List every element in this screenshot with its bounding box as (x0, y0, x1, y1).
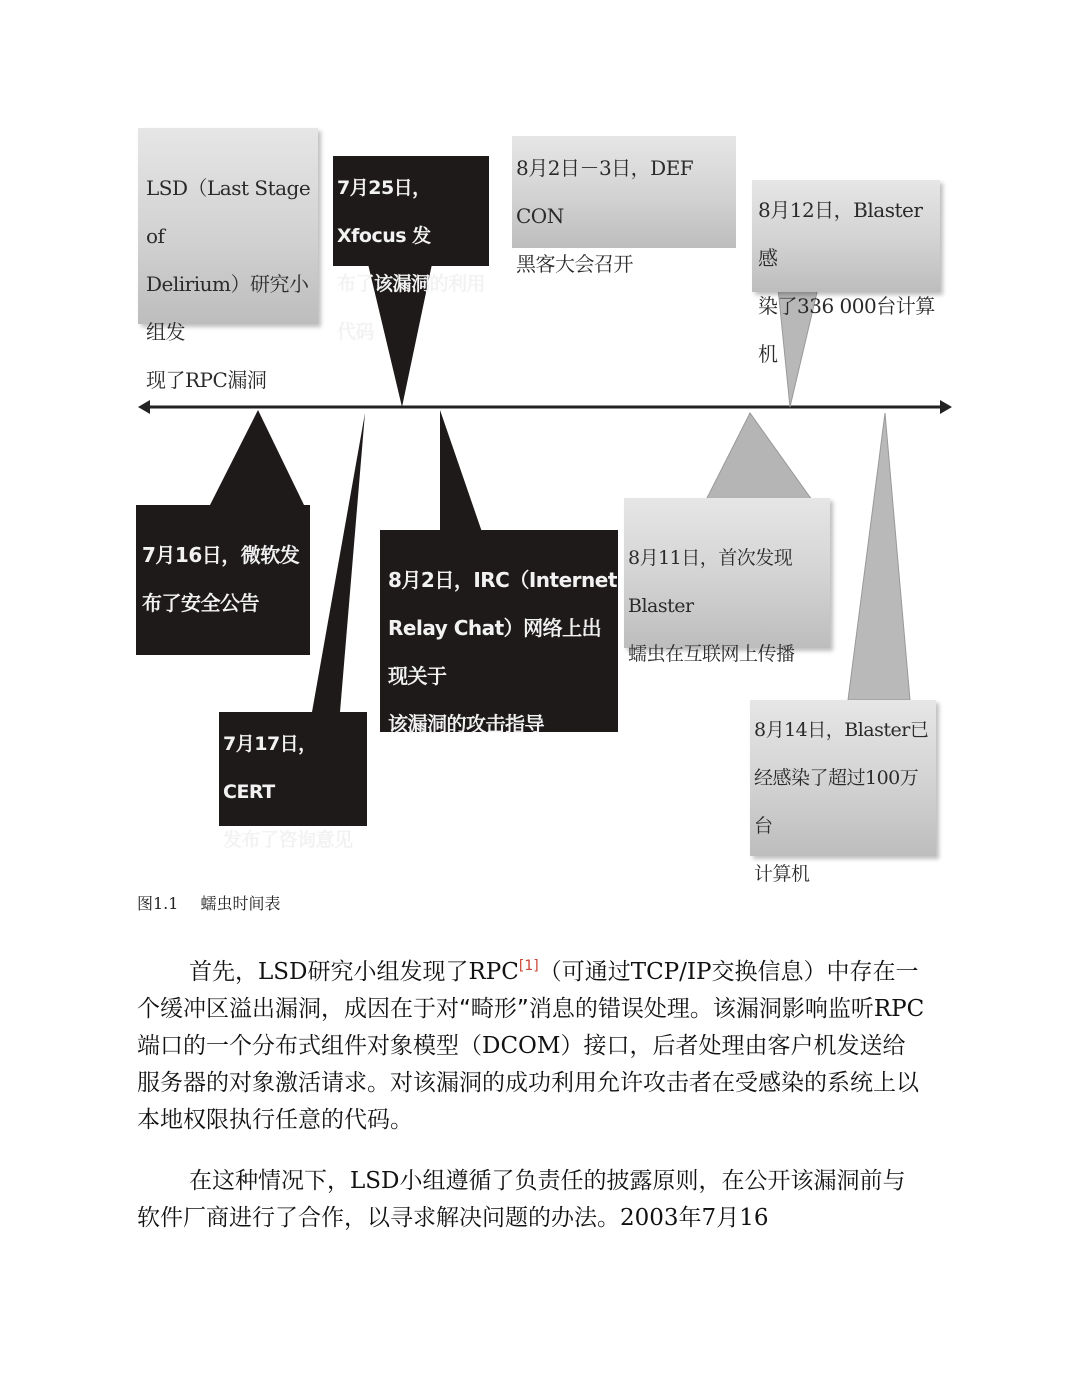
caption-number: 图1.1 (137, 894, 179, 913)
pointer-aug11 (706, 413, 812, 500)
pointer-jul16 (210, 410, 304, 505)
paragraph-2: 在这种情况下，LSD小组遵循了负责任的披露原则，在公开该漏洞前与软件厂商进行了合作，以寻求解决问题的办法。2003年7月16 (137, 1168, 906, 1231)
callout-aug2-defcon: 8月2日－3日，DEF CON 黑客大会召开 (512, 136, 736, 248)
caption-title: 蠕虫时间表 (200, 894, 281, 913)
pointer-aug2 (440, 410, 482, 532)
callout-jul16-microsoft: 7月16日，微软发 布了安全公告 (136, 505, 310, 655)
pointer-jul17 (312, 413, 365, 712)
pointer-aug14 (848, 413, 910, 700)
callout-jul25-xfocus: 7月25日，Xfocus 发 布了该漏洞的利用代码 (333, 156, 489, 266)
reference-link[interactable]: [1] (518, 958, 539, 974)
callout-aug12-blaster: 8月12日，Blaster 感 染了336 000台计算机 (752, 180, 940, 292)
callout-aug2-irc: 8月2日，IRC（Internet Relay Chat）网络上出现关于 该漏洞的攻击指导 (380, 530, 618, 732)
callout-aug14-blaster: 8月14日，Blaster已 经感染了超过100万台 计算机 (750, 700, 936, 856)
callout-jul17-cert: 7月17日，CERT 发布了咨询意见 (219, 712, 367, 826)
figure-caption (137, 891, 280, 914)
callout-aug11-blaster: 8月11日，首次发现Blaster 蠕虫在互联网上传播 (624, 498, 830, 648)
paragraph-1: 首先，LSD研究小组发现了RPC[1]（可通过TCP/IP交换信息）中存在一个缓冲区溢出漏洞，成因在于对“畸形”消息的错误处理。该漏洞影响监听RPC端口的一个分布式组件对象模型（DCOM）接口，后者处理由客户机发送给服务器的对象激活请求。对该漏洞的成功利用允许攻击者在受感染的系统上以本地权限执行任意的代码。 (137, 958, 925, 1133)
axis-right-arrow (940, 400, 952, 414)
callout-lsd-discovery: LSD（Last Stage of Delirium）研究小组发 现了RPC漏洞 (138, 128, 318, 324)
